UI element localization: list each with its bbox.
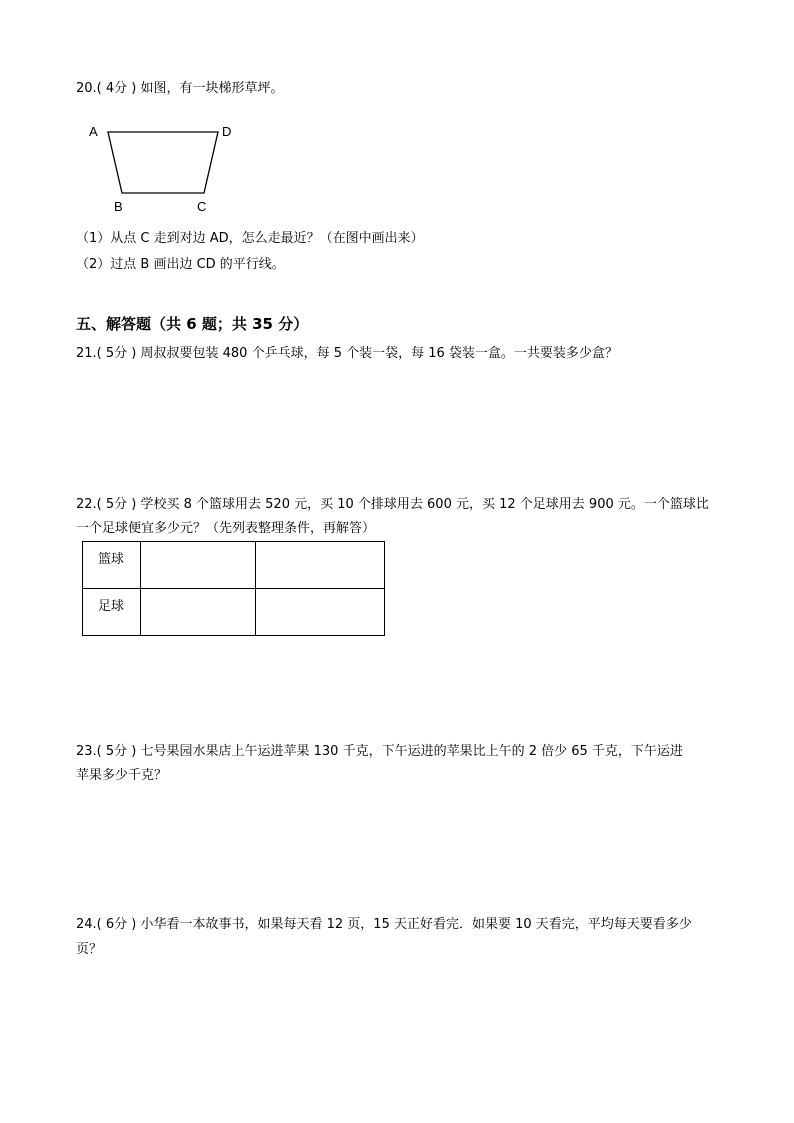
condition-table (82, 541, 385, 636)
section-title: 五、解答题（共 6 题；共 35 分） (76, 315, 309, 333)
row-label-football: 足球 (83, 589, 141, 636)
trapezoid-figure (86, 120, 246, 220)
table-cell (141, 542, 256, 589)
vertex-label-a: A (89, 124, 98, 139)
q23-line1: 23.( 5分 ) 七号果园水果店上午运进苹果 130 千克，下午运进的苹果比上午的 2 倍少 65 千克，下午运进 (76, 744, 683, 759)
q23-line2: 苹果多少千克？ (76, 768, 168, 783)
table-cell (256, 542, 385, 589)
vertex-label-c: C (197, 199, 207, 214)
table-cell (256, 589, 385, 636)
q21-text: 21.( 5分 ) 周叔叔要包装 480 个乒乓球，每 5 个装一袋，每 16 袋装一盒。一共要装多少盒？ (76, 346, 618, 361)
q20-heading: 20.( 4分 ) 如图，有一块梯形草坪。 (76, 81, 284, 96)
vertex-label-b: B (114, 199, 123, 214)
q20-sub2: （2）过点 B 画出边 CD 的平行线。 (76, 257, 285, 272)
q22-line2: 一个足球便宜多少元？（先列表整理条件，再解答） (76, 521, 376, 536)
row-label-basketball: 篮球 (83, 542, 141, 589)
q24-line1: 24.( 6分 ) 小华看一本故事书，如果每天看 12 页，15 天正好看完．如果要 10 天看完，平均每天要看多少 (76, 917, 692, 932)
trapezoid-shape (108, 132, 218, 193)
q24-line2: 页？ (76, 942, 103, 957)
q22-line1: 22.( 5分 ) 学校买 8 个篮球用去 520 元，买 10 个排球用去 600 元，买 12 个足球用去 900 元。一个篮球比 (76, 497, 709, 512)
q20-sub1: （1）从点 C 走到对边 AD，怎么走最近？（在图中画出来） (76, 231, 424, 246)
table-cell (141, 589, 256, 636)
vertex-label-d: D (222, 124, 232, 139)
table-row (83, 542, 385, 589)
table-row (83, 589, 385, 636)
